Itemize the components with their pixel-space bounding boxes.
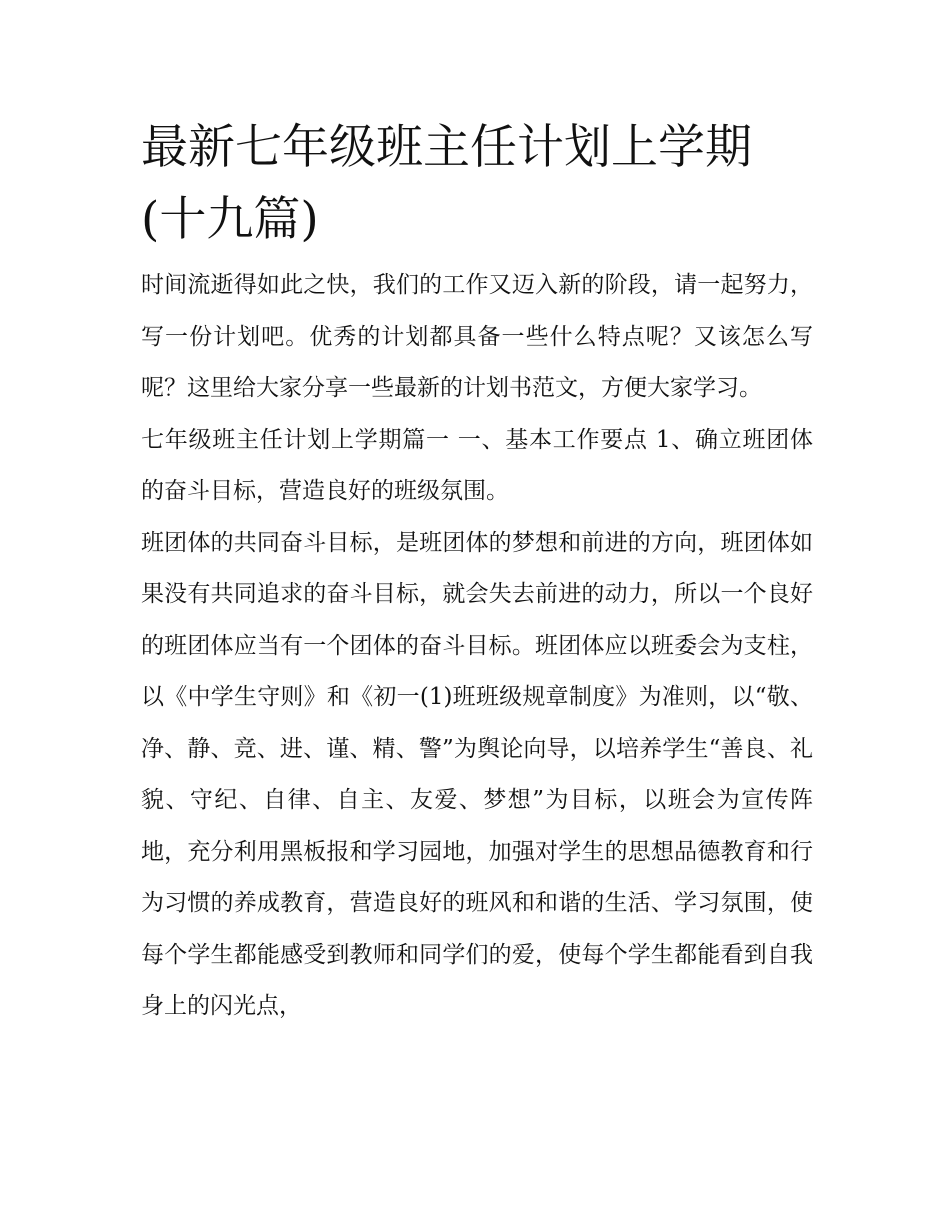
paragraph-intro: 时间流逝得如此之快，我们的工作又迈入新的阶段，请一起努力，写一份计划吧。优秀的计划都具备一些什么特点呢？又该怎么写呢？这里给大家分享一些最新的计划书范文，方便大家学习。 (141, 272, 813, 401)
document-title: 最新七年级班主任计划上学期(十九篇) (141, 120, 752, 247)
paragraph-section-heading: 七年级班主任计划上学期篇一 一、基本工作要点 1、确立班团体的奋斗目标，营造良好的班级氛围。 (141, 426, 813, 504)
document-body (141, 112, 813, 1033)
paragraph-body: 班团体的共同奋斗目标，是班团体的梦想和前进的方向，班团体如果没有共同追求的奋斗目标，就会失去前进的动力，所以一个良好的班团体应当有一个团体的奋斗目标。班团体应以班委会为支柱，以《中学生守则》和《初一(1)班班级规章制度》为准则，以“敬、净、静、竞、进、谨、精、警”为舆论向导，以培养学生“善良、礼貌、守纪、自律、自主、友爱、梦想”为目标，以班会为宣传阵地，充分利用黑板报和学习园地，加强对学生的思想品德教育和行为习惯的养成教育，营造良好的班风和和谐的生活、学习氛围，使每个学生都能感受到教师和同学们的爱，使每个学生都能看到自我身上的闪光点， (141, 529, 813, 1019)
